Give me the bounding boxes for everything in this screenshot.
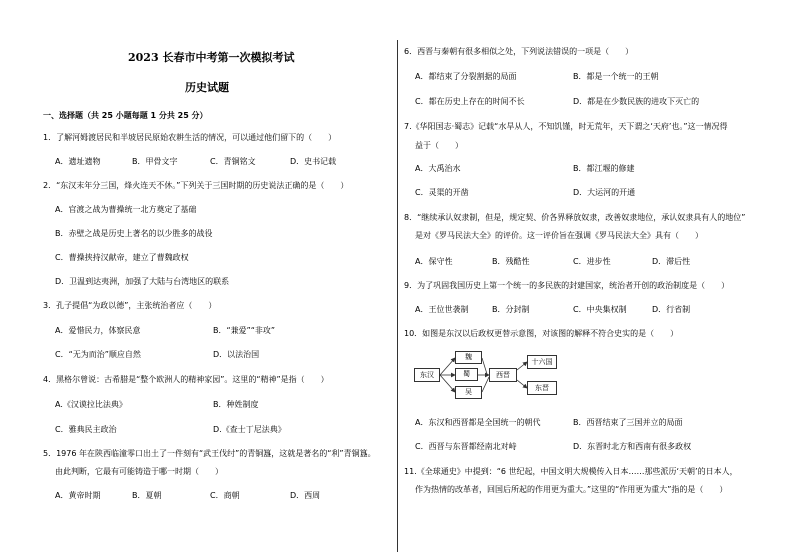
- arrow-wei-shu: [482, 358, 487, 374]
- question-8-stem-cont: 是对《罗马民法大全》的评价。这一评价旨在强调《罗马民法大全》具有（ ）: [415, 231, 703, 240]
- q10-option-d: D．东晋时北方和西南有很多政权: [573, 442, 692, 451]
- arrow-xijin-dongjin: [517, 380, 527, 388]
- arrow-xijin-shiliuguo: [517, 362, 527, 370]
- q7-option-b: B．都江堰的修建: [573, 164, 635, 173]
- q5-option-c: C．商朝: [210, 491, 240, 500]
- q2-option-c: C．曹操挟持汉献帝，建立了曹魏政权: [55, 253, 189, 262]
- question-8-stem: 8．“继续承认奴隶制，但是，规定契、价各界释放奴隶，改善奴隶地位，承认奴隶具有人的地位”: [404, 213, 746, 222]
- arrow-wu-xijin: [482, 377, 489, 392]
- q6-option-c: C．都在历史上存在的时间不长: [415, 97, 525, 106]
- question-9-stem: 9．为了巩固我国历史上第一个统一的多民族的封建国家，统治者开创的政治制度是（ ）: [404, 281, 730, 290]
- q4-option-d: D.《查士丁尼法典》: [213, 425, 286, 434]
- q6-option-a: A．都结束了分裂割据的局面: [415, 72, 517, 81]
- q2-option-d: D．卫温到达夷洲，加强了大陆与台湾地区的联系: [55, 277, 230, 286]
- question-4-stem: 4．黑格尔曾说：古希腊是“整个欧洲人的精神家园”。这里的“精神”是指（ ）: [43, 375, 329, 384]
- q7-option-a: A．大禹治水: [415, 164, 461, 173]
- question-11-stem: 11.《全球通史》中提到：“6 世纪起，中国文明大规模传入日本……那些派历‘天朝’的日本人，: [404, 467, 738, 476]
- q5-option-a: A．黄帝时期: [55, 491, 101, 500]
- q2-option-a: A．官渡之战为曹操统一北方奠定了基础: [55, 205, 197, 214]
- arrow-donghan-wu: [440, 375, 455, 392]
- q9-option-a: A．王位世袭制: [415, 305, 469, 314]
- q3-option-a: A．爱惜民力，体察民意: [55, 326, 141, 335]
- q3-option-d: D．以法治国: [213, 350, 260, 359]
- question-10-stem: 10．如图是东汉以后政权更替示意图，对该图的解释不符合史实的是（ ）: [404, 329, 679, 338]
- q8-option-a: A．保守性: [415, 257, 453, 266]
- q9-option-c: C．中央集权制: [573, 305, 627, 314]
- question-7-stem: 7.《华阳国志·蜀志》记载“水旱从人，不知饥馑，时无荒年，天下谓之‘天府’也。”这一情况得: [404, 122, 728, 131]
- q8-option-d: D．滞后性: [652, 257, 691, 266]
- q9-option-d: D．行省制: [652, 305, 691, 314]
- q5-option-b: B．夏朝: [132, 491, 162, 500]
- q1-option-c: C．青铜铭文: [210, 157, 256, 166]
- q5-option-d: D．西周: [290, 491, 321, 500]
- q2-option-b: B．赤壁之战是历史上著名的以少胜多的战役: [55, 229, 213, 238]
- q8-option-c: C．进步性: [573, 257, 611, 266]
- q3-option-c: C．“无为而治”顺应自然: [55, 350, 141, 359]
- q6-option-b: B．都是一个统一的王朝: [573, 72, 659, 81]
- q8-option-b: B．残酷性: [492, 257, 530, 266]
- q9-option-b: B．分封制: [492, 305, 530, 314]
- q7-option-c: C．灵渠的开凿: [415, 188, 469, 197]
- q10-option-c: C．西晋与东晋都经南北对峙: [415, 442, 517, 451]
- q10-option-b: B．西晋结束了三国并立的局面: [573, 418, 683, 427]
- q4-option-a: A.《汉谟拉比法典》: [55, 400, 127, 409]
- diagram-box-dongjin: 东晋: [527, 381, 557, 395]
- diagram-box-wu: 吴: [455, 386, 482, 399]
- diagram-box-xijin: 西晋: [489, 368, 517, 382]
- q4-option-c: C．雅典民主政治: [55, 425, 117, 434]
- section-heading: 一、选择题（共 25 小题每题 1 分共 25 分）: [43, 111, 208, 120]
- diagram-box-shu: 蜀: [455, 368, 478, 381]
- q10-option-a: A．东汉和西晋都是全国统一的朝代: [415, 418, 541, 427]
- question-5-stem-cont: 由此判断，它最有可能铸造于哪一时期（ ）: [55, 467, 223, 476]
- q1-option-b: B．甲骨文字: [132, 157, 178, 166]
- question-7-stem-cont: 益于（ ）: [415, 141, 463, 150]
- question-2-stem: 2．“东汉末年分三国，烽火连天不休。”下列关于三国时期的历史说法正确的是（ ）: [43, 181, 349, 190]
- question-1-stem: 1．了解河姆渡居民和半坡居民原始农耕生活的情况，可以通过他们留下的（ ）: [43, 133, 337, 142]
- q7-option-d: D．大运河的开通: [573, 188, 636, 197]
- arrow-donghan-wei: [440, 358, 455, 375]
- question-11-stem-cont: 作为热情的改革者，回国后所起的作用更为重大。”这里的“作用更为重大”指的是（ ）: [415, 485, 728, 494]
- diagram-box-wei: 魏: [455, 351, 482, 364]
- q1-option-a: A．遗址遗物: [55, 157, 101, 166]
- exam-subtitle: 历史试题: [185, 81, 229, 94]
- q6-option-d: D．都是在少数民族的进攻下灭亡的: [573, 97, 700, 106]
- question-5-stem: 5．1976 年在陕西临潼零口出土了一件刻有“武王伐纣”的青铜簋，这就是著名的“利”青铜簋。: [43, 449, 376, 458]
- question-6-stem: 6．西晋与秦朝有很多相似之处，下列说法错误的一项是（ ）: [404, 47, 634, 56]
- column-divider: [397, 40, 398, 552]
- question-3-stem: 3．孔子提倡“为政以德”，主张统治者应（ ）: [43, 301, 217, 310]
- q3-option-b: B．“兼爱”“非攻”: [213, 326, 276, 335]
- diagram-box-shiliuguo: 十六国: [527, 355, 557, 369]
- exam-title: 2023 长春市中考第一次模拟考试: [128, 51, 295, 64]
- q4-option-b: B．种姓制度: [213, 400, 259, 409]
- diagram-box-donghan: 东汉: [414, 368, 440, 382]
- q1-option-d: D．史书记载: [290, 157, 337, 166]
